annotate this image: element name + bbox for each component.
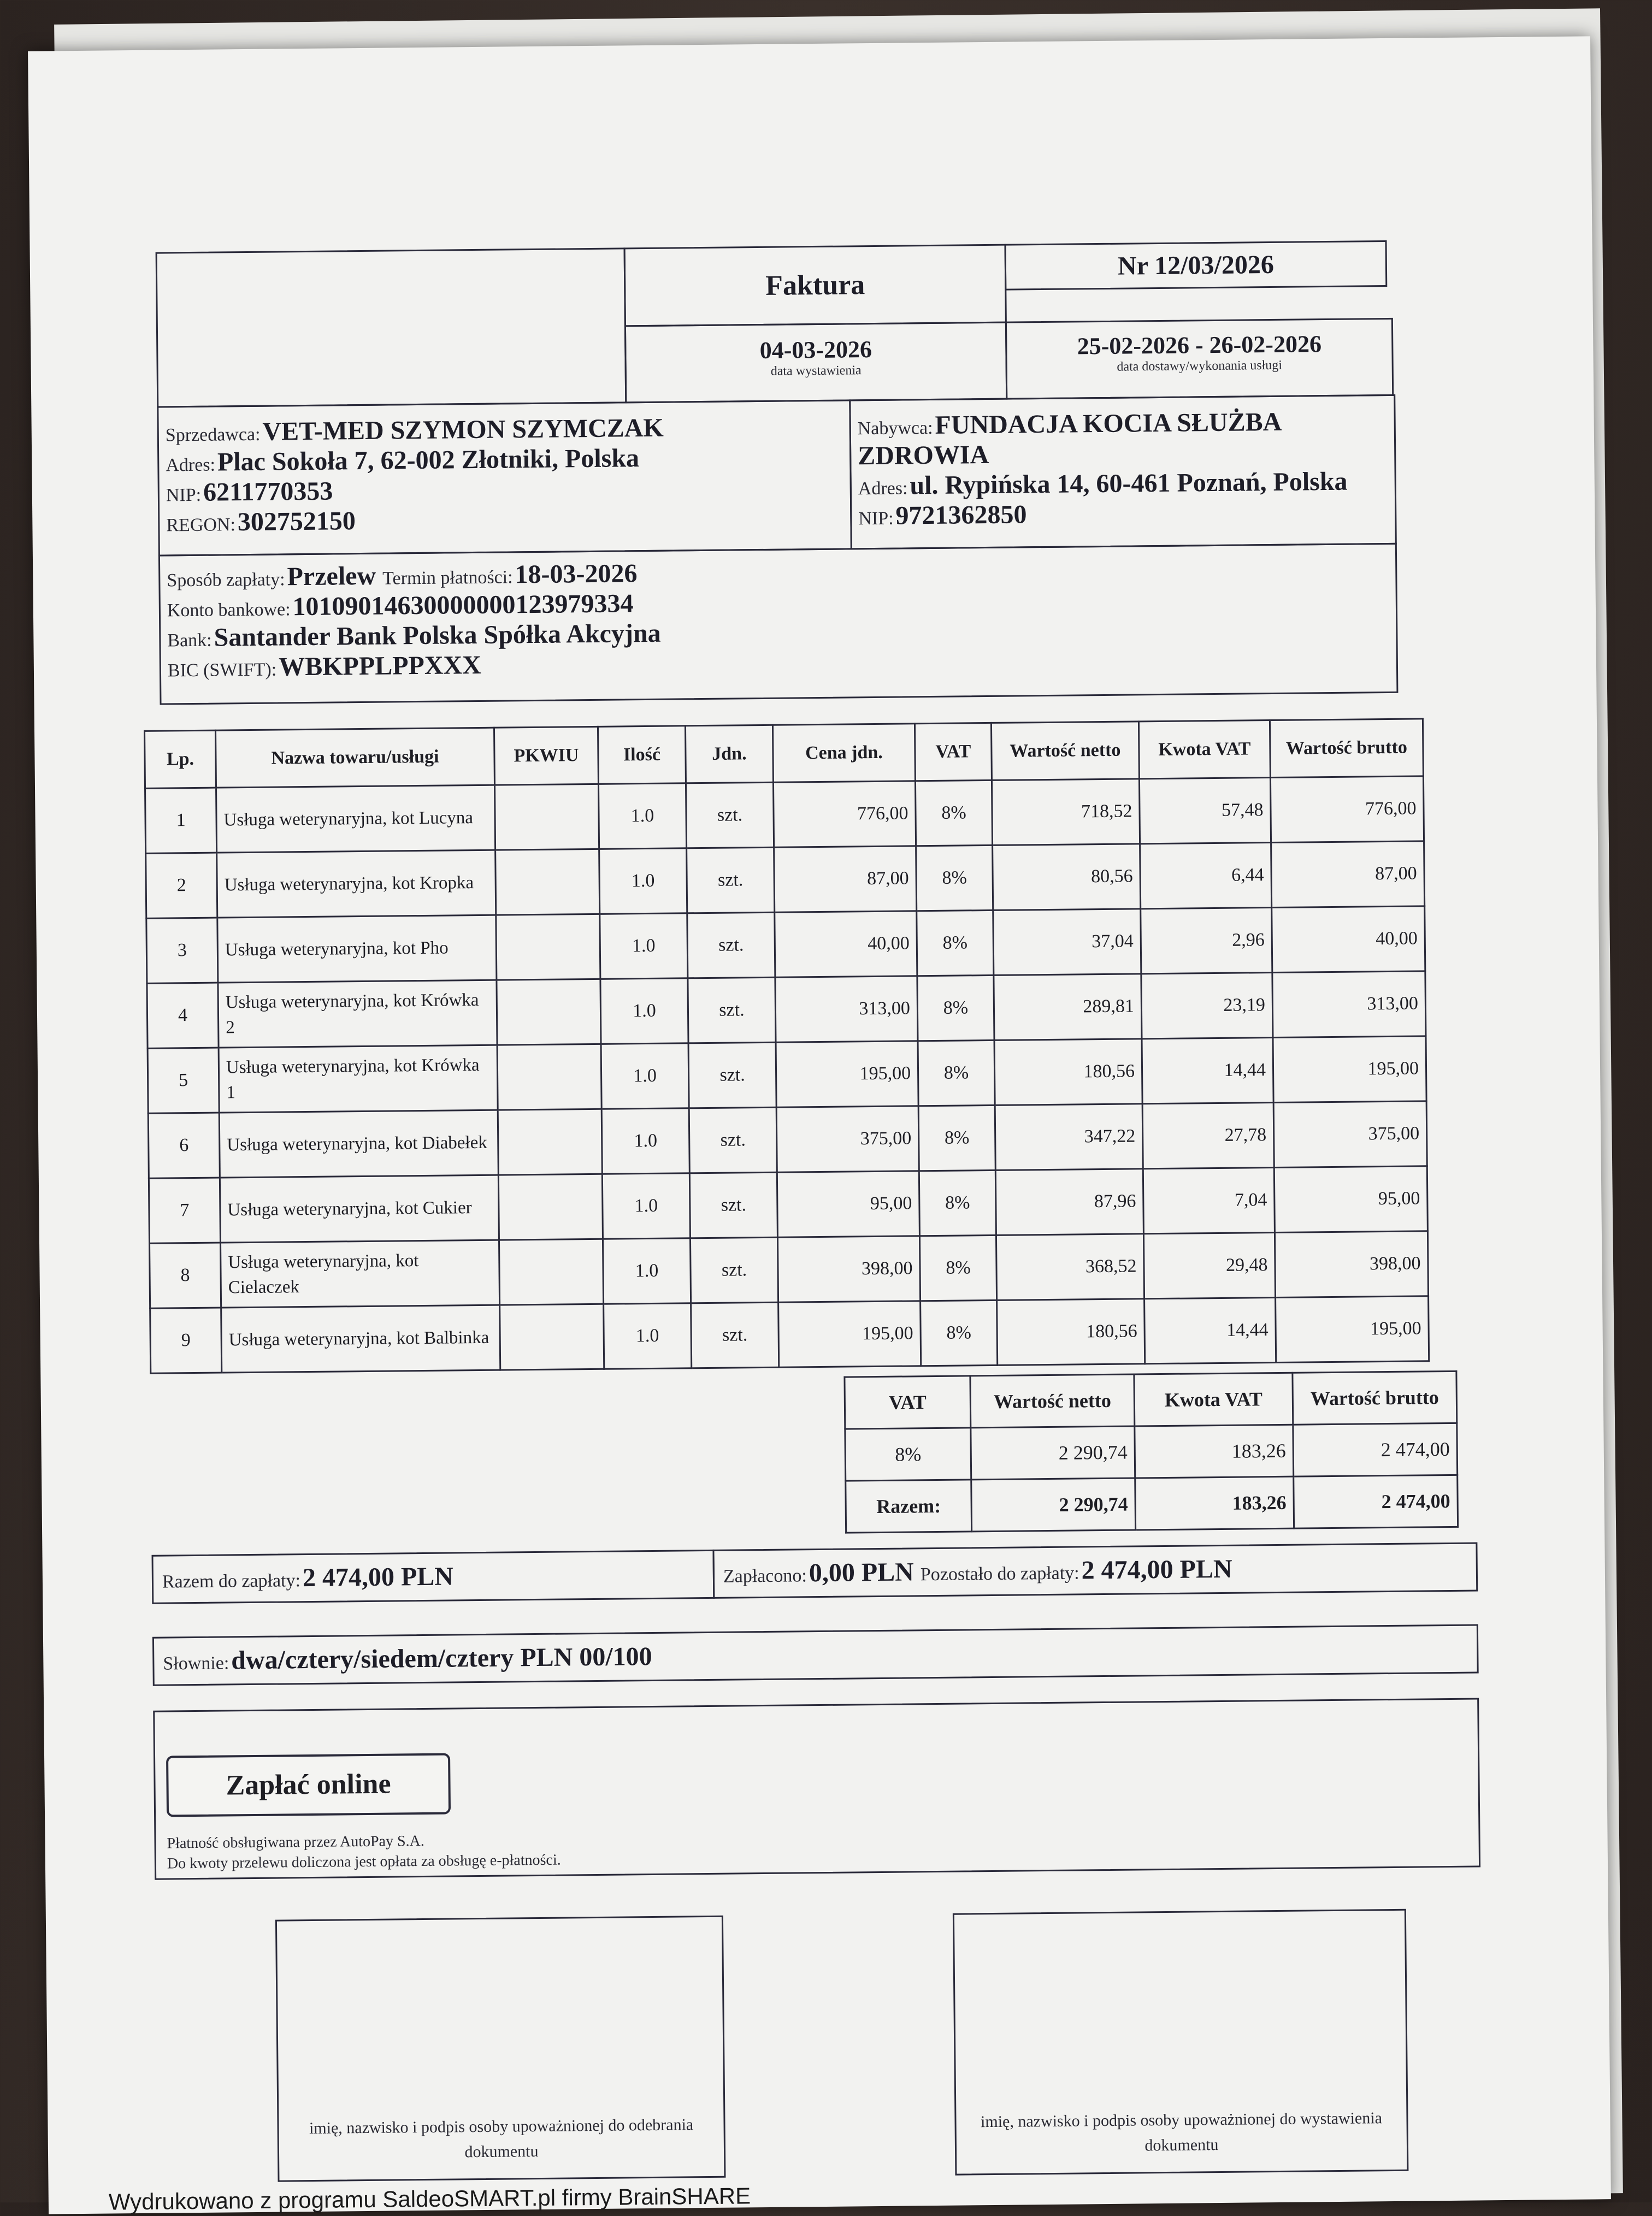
row-price: 313,00	[775, 976, 918, 1042]
invoice-number: Nr 12/03/2026	[1117, 250, 1275, 281]
row-vat-amount: 7,04	[1143, 1168, 1275, 1234]
row-qty: 1.0	[603, 1238, 691, 1304]
summary-total-row	[846, 1475, 1458, 1533]
row-qty: 1.0	[599, 848, 687, 914]
issue-date: 04-03-2026	[759, 336, 872, 364]
items-table-wrap	[144, 718, 1430, 1374]
row-pkwiu	[496, 914, 600, 980]
bic-label: BIC (SWIFT):	[167, 659, 277, 681]
row-unit: szt.	[687, 847, 775, 913]
row-price: 95,00	[777, 1171, 919, 1237]
row-vat-amount: 57,48	[1139, 778, 1271, 844]
table-row	[146, 841, 1425, 918]
row-pkwiu	[498, 1174, 603, 1240]
row-pkwiu	[497, 979, 601, 1045]
row-unit: szt.	[688, 977, 776, 1043]
row-net: 80,56	[993, 844, 1141, 911]
footer-printed-by: Wydrukowano z programu SaldeoSMART.pl firmy BrainSHARE	[108, 2183, 751, 2215]
row-vat: 8%	[918, 1105, 995, 1171]
row-unit: szt.	[691, 1302, 779, 1368]
row-vat: 8%	[918, 1040, 995, 1106]
to-pay-amount: 2 474,00 PLN	[302, 1562, 454, 1593]
row-gross: 313,00	[1272, 971, 1426, 1038]
to-pay-label: Razem do zapłaty:	[162, 1570, 301, 1592]
col-header: Lp.	[145, 730, 216, 788]
buyer-nip: 9721362850	[895, 500, 1027, 530]
pay-online-button[interactable]: Zapłać online	[166, 1753, 451, 1817]
col-header: VAT	[914, 723, 992, 781]
row-name: Usługa weterynaryjna, kot Lucyna	[216, 785, 495, 853]
seller-address-label: Adres:	[166, 454, 216, 476]
in-words-box	[152, 1624, 1479, 1686]
row-price: 398,00	[777, 1236, 920, 1302]
col-header: Jdn.	[685, 725, 773, 783]
items-body	[145, 776, 1429, 1373]
row-unit: szt.	[689, 1107, 777, 1173]
row-lp: 4	[147, 983, 219, 1048]
row-price: 40,00	[775, 911, 917, 977]
row-pkwiu	[498, 1109, 602, 1175]
row-name: Usługa weterynaryjna, kot Krówka 2	[218, 980, 497, 1048]
buyer-name-line2: ZDROWIA	[857, 440, 989, 471]
buyer-name: FUNDACJA KOCIA SŁUŻBA	[935, 407, 1282, 440]
row-pkwiu	[494, 784, 599, 850]
bank-label: Bank:	[167, 630, 212, 651]
row-price: 87,00	[774, 846, 917, 912]
buyer-box	[849, 394, 1397, 550]
row-net: 347,22	[995, 1104, 1143, 1171]
row-name: Usługa weterynaryjna, kot Balbinka	[221, 1305, 500, 1373]
row-pkwiu	[500, 1304, 604, 1370]
payment-due-label: Termin płatności:	[382, 567, 513, 589]
summary-total-vat: 183,26	[1135, 1476, 1294, 1530]
summary-net: 2 290,74	[971, 1426, 1135, 1480]
col-header: Wartość netto	[970, 1374, 1135, 1428]
online-note-2: Do kwoty przelewu doliczona jest opłata za obsługę e-płatności.	[167, 1851, 561, 1872]
bank-account: 10109014630000000123979334	[292, 589, 634, 622]
row-name: Usługa weterynaryjna, kot Cielaczek	[221, 1240, 500, 1308]
invoice-number-box	[1005, 240, 1388, 291]
table-row	[147, 971, 1426, 1048]
row-unit: szt.	[689, 1172, 777, 1238]
summary-total-gross: 2 474,00	[1294, 1475, 1458, 1528]
row-name: Usługa weterynaryjna, kot Krówka 1	[219, 1045, 498, 1113]
row-lp: 2	[146, 853, 217, 918]
account-label: Konto bankowe:	[167, 599, 291, 621]
seller-box	[157, 399, 852, 556]
delivery-period: 25-02-2026 - 26-02-2026	[1077, 330, 1322, 360]
row-gross: 95,00	[1274, 1166, 1427, 1233]
row-gross: 40,00	[1272, 906, 1425, 973]
row-lp: 5	[148, 1048, 219, 1113]
col-header: Cena jdn.	[772, 724, 915, 782]
online-payment-box	[153, 1698, 1480, 1880]
issue-date-label: data wystawienia	[770, 363, 862, 379]
row-qty: 1.0	[600, 978, 688, 1044]
row-vat-amount: 2,96	[1141, 908, 1272, 974]
col-header: Kwota VAT	[1134, 1373, 1293, 1426]
row-qty: 1.0	[601, 1108, 689, 1174]
col-header: Nazwa towaru/usługi	[216, 728, 495, 788]
payment-due: 18-03-2026	[515, 559, 638, 589]
col-header: Wartość brutto	[1293, 1371, 1457, 1425]
row-gross: 398,00	[1275, 1231, 1428, 1298]
row-qty: 1.0	[601, 1043, 689, 1109]
row-lp: 7	[149, 1178, 220, 1243]
row-gross: 375,00	[1273, 1101, 1427, 1168]
bank-name: Santander Bank Polska Spółka Akcyjna	[214, 618, 661, 652]
delivery-box	[1005, 318, 1394, 400]
col-header: VAT	[845, 1376, 971, 1429]
row-qty: 1.0	[602, 1173, 690, 1239]
row-vat-amount: 6,44	[1140, 843, 1272, 909]
row-unit: szt.	[687, 912, 775, 978]
table-row	[150, 1231, 1429, 1308]
row-vat: 8%	[915, 780, 992, 846]
row-unit: szt.	[686, 782, 774, 848]
summary-vat-amount: 183,26	[1135, 1425, 1294, 1478]
row-name: Usługa weterynaryjna, kot Cukier	[220, 1175, 499, 1243]
receiver-signature-caption: imię, nazwisko i podpis osoby upoważnionej do odebrania dokumentu	[309, 2115, 694, 2161]
seller-nip: 6211770353	[203, 476, 333, 507]
col-header: Ilość	[598, 726, 686, 784]
seller-address: Plac Sokoła 7, 62-002 Złotniki, Polska	[217, 444, 640, 477]
issuer-signature-box	[953, 1909, 1409, 2176]
row-vat: 8%	[916, 845, 993, 911]
summary-header-row	[845, 1371, 1457, 1429]
row-lp: 9	[150, 1308, 222, 1373]
receiver-signature-box	[275, 1916, 726, 2182]
row-net: 368,52	[996, 1234, 1144, 1301]
header-logo-box	[156, 247, 627, 407]
row-lp: 3	[146, 918, 218, 983]
row-vat: 8%	[917, 910, 994, 976]
buyer-nip-label: NIP:	[858, 508, 894, 529]
row-price: 195,00	[776, 1041, 918, 1107]
row-net: 87,96	[995, 1169, 1143, 1236]
table-row	[148, 1101, 1427, 1178]
row-lp: 1	[145, 788, 217, 853]
payment-box	[158, 543, 1399, 705]
row-vat: 8%	[919, 1170, 996, 1236]
table-row	[149, 1166, 1427, 1243]
row-name: Usługa weterynaryjna, kot Kropka	[217, 850, 496, 918]
summary-gross: 2 474,00	[1293, 1423, 1458, 1476]
row-price: 776,00	[773, 781, 916, 847]
row-pkwiu	[497, 1044, 601, 1110]
payment-method: Przelew	[287, 561, 376, 592]
paid-amount: 0,00 PLN	[809, 1557, 914, 1588]
payment-method-label: Sposób zapłaty:	[167, 569, 285, 591]
row-vat: 8%	[917, 975, 994, 1041]
in-words-value: dwa/cztery/siedem/cztery PLN 00/100	[231, 1641, 652, 1675]
invoice-page	[28, 36, 1611, 2214]
row-net: 289,81	[994, 974, 1142, 1041]
col-header: Wartość netto	[991, 722, 1139, 781]
paid-label: Zapłacono:	[723, 1565, 807, 1587]
row-pkwiu	[499, 1239, 603, 1305]
vat-summary-table	[843, 1370, 1459, 1534]
seller-nip-label: NIP:	[166, 484, 202, 506]
row-vat-amount: 14,44	[1144, 1298, 1276, 1364]
table-row	[146, 906, 1425, 983]
row-vat: 8%	[921, 1300, 998, 1366]
doc-type: Faktura	[765, 269, 865, 302]
summary-total-label: Razem:	[846, 1480, 972, 1533]
row-name: Usługa weterynaryjna, kot Diabełek	[219, 1110, 498, 1178]
table-row	[145, 776, 1424, 853]
doc-type-box	[624, 244, 1007, 327]
row-vat: 8%	[919, 1235, 996, 1301]
row-qty: 1.0	[598, 783, 686, 849]
row-price: 375,00	[776, 1106, 919, 1172]
delivery-label: data dostawy/wykonania usługi	[1117, 358, 1283, 374]
remaining-label: Pozostało do zapłaty:	[920, 1563, 1079, 1585]
row-gross: 776,00	[1270, 776, 1424, 843]
row-net: 37,04	[993, 909, 1141, 976]
row-gross: 195,00	[1273, 1036, 1426, 1103]
in-words-label: Słownie:	[163, 1653, 229, 1674]
row-vat-amount: 23,19	[1141, 973, 1273, 1039]
summary-total-net: 2 290,74	[971, 1478, 1136, 1532]
buyer-label: Nabywca:	[857, 417, 933, 439]
row-vat-amount: 27,78	[1142, 1103, 1274, 1169]
col-header: Kwota VAT	[1138, 720, 1270, 779]
summary-table-wrap	[843, 1370, 1459, 1534]
row-lp: 6	[148, 1113, 220, 1178]
bic-swift: WBKPPLPPXXX	[278, 650, 482, 682]
table-row	[150, 1296, 1429, 1373]
seller-regon: 302752150	[237, 506, 356, 537]
buyer-address-label: Adres:	[858, 478, 908, 499]
items-table	[144, 718, 1430, 1374]
seller-regon-label: REGON:	[166, 515, 236, 536]
row-qty: 1.0	[600, 913, 688, 979]
seller-label: Sprzedawca:	[165, 424, 261, 446]
row-net: 180,56	[994, 1039, 1142, 1106]
col-header: Wartość brutto	[1270, 719, 1423, 778]
col-header: PKWIU	[494, 726, 598, 785]
row-lp: 8	[150, 1243, 221, 1308]
row-vat-amount: 29,48	[1143, 1233, 1275, 1299]
summary-rate-row	[845, 1423, 1458, 1481]
remaining-amount: 2 474,00 PLN	[1081, 1554, 1232, 1585]
row-net: 718,52	[992, 779, 1140, 846]
row-unit: szt.	[688, 1042, 776, 1108]
row-gross: 87,00	[1271, 841, 1425, 908]
row-unit: szt.	[690, 1237, 778, 1303]
row-pkwiu	[495, 849, 600, 915]
online-note-1: Płatność obsługiwana przez AutoPay S.A.	[167, 1833, 424, 1852]
issue-date-box	[624, 322, 1007, 404]
table-row	[148, 1036, 1426, 1113]
row-net: 180,56	[997, 1299, 1145, 1366]
row-vat-amount: 14,44	[1142, 1038, 1273, 1104]
seller-name: VET-MED SZYMON SZYMCZAK	[262, 413, 664, 446]
buyer-address: ul. Rypińska 14, 60-461 Poznań, Polska	[910, 466, 1348, 500]
summary-vat-rate: 8%	[845, 1428, 971, 1481]
paid-box	[712, 1542, 1478, 1598]
issuer-signature-caption: imię, nazwisko i podpis osoby upoważnionej do wystawienia dokumentu	[980, 2109, 1383, 2155]
row-qty: 1.0	[604, 1303, 692, 1369]
row-gross: 195,00	[1276, 1296, 1429, 1363]
row-name: Usługa weterynaryjna, kot Pho	[217, 915, 497, 983]
row-price: 195,00	[778, 1301, 921, 1367]
to-pay-box	[151, 1550, 715, 1604]
